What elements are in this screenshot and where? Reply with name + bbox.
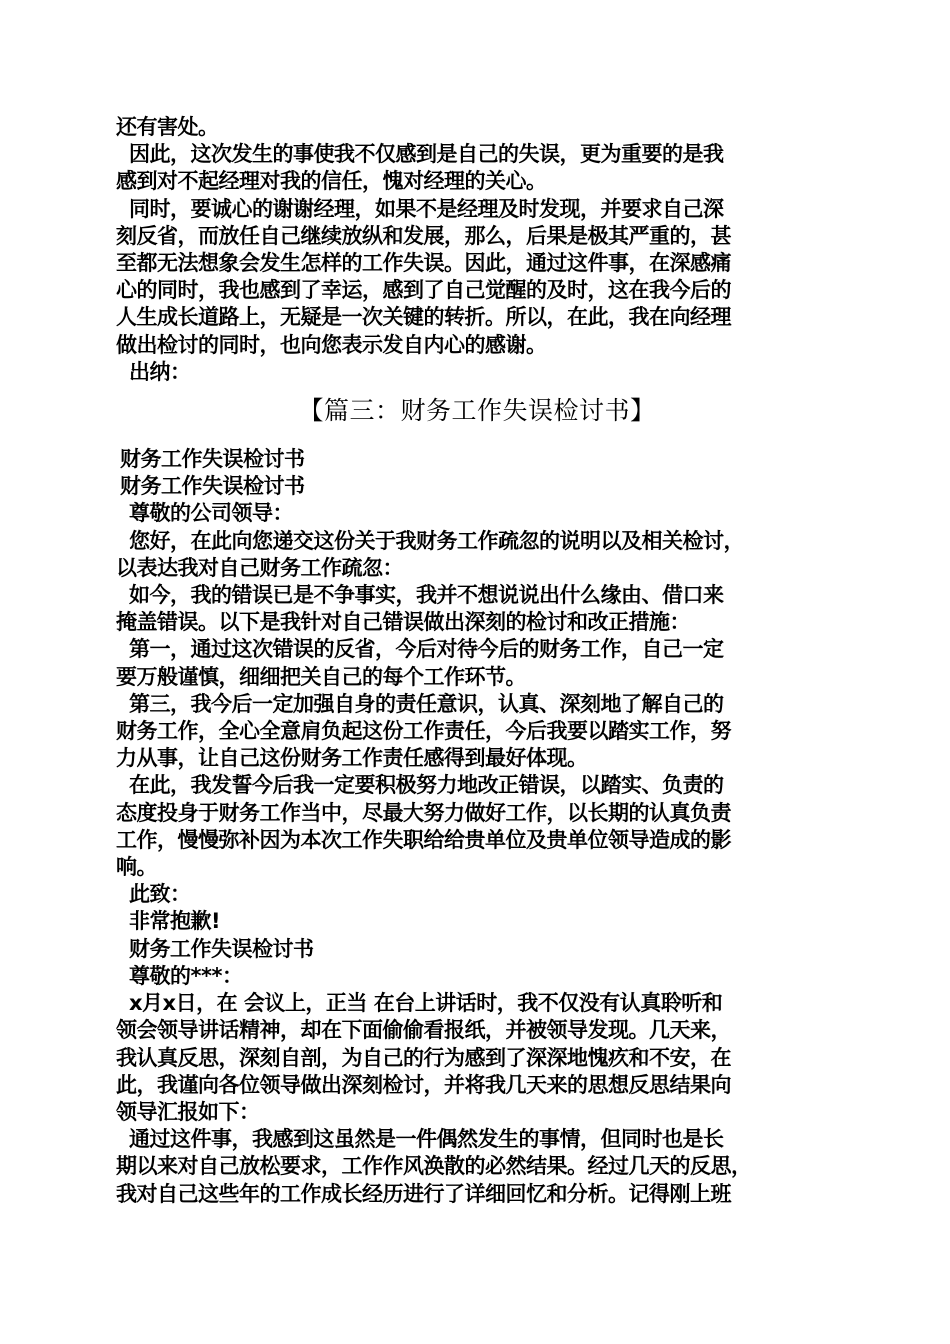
doc-title: 财务工作失误检讨书 [120,474,305,499]
text-line: 我对自己这些年的工作成长经历进行了详细回忆和分析。记得刚上班 [116,1181,731,1206]
doc-title: 财务工作失误检讨书 [129,936,314,961]
text-line: 因此，这次发生的事使我不仅感到是自己的失误，更为重要的是我 [129,142,724,167]
text-line: 以表达我对自己财务工作疏忽： [116,555,403,580]
text-line: 通过这件事，我感到这虽然是一件偶然发生的事情，但同时也是长 [129,1127,724,1152]
text-line: x月x日，在 会议上，正当 在台上讲话时，我不仅没有认真聆听和 [129,991,723,1016]
section-two [116,446,838,1208]
document-page [116,114,838,1208]
salutation: 尊敬的公司领导： [129,501,293,526]
closing-line: 此致： [129,882,191,907]
text-line: 此，我谨向各位领导做出深刻检讨，并将我几天来的思想反思结果向 [116,1072,731,1097]
text-line: 做出检讨的同时，也向您表示发自内心的感谢。 [116,332,547,357]
text-line: 同时，要诚心的谢谢经理，如果不是经理及时发现，并要求自己深 [129,196,724,221]
doc-title: 财务工作失误检讨书 [120,447,305,472]
text-line: 在此，我发誓今后我一定要积极努力地改正错误，以踏实、负责的 [129,773,724,798]
text-line: 要万般谨慎，细细把关自己的每个工作环节。 [116,664,526,689]
text-line: 如今，我的错误已是不争事实，我并不想说说出什么缘由、借口来 [129,583,724,608]
text-line: 我认真反思，深刻自剖，为自己的行为感到了深深地愧疚和不安，在 [116,1045,731,1070]
section-one [116,114,838,386]
text-line: 人生成长道路上，无疑是一次关键的转折。所以，在此，我在向经理 [116,305,731,330]
text-line: 还有害处。 [116,115,219,139]
closing-line: 非常抱歉! [129,909,221,934]
text-line: 领导汇报如下： [116,1099,260,1124]
text-line: 第三，我今后一定加强自身的责任意识，认真、深刻地了解自己的 [129,691,724,716]
text-line: 掩盖错误。以下是我针对自己错误做出深刻的检讨和改正措施： [116,610,690,635]
text-line: 至都无法想象会发生怎样的工作失误。因此，通过这件事，在深感痛 [116,251,731,276]
text-line: 财务工作，全心全意肩负起这份工作责任，今后我要以踏实工作，努 [116,719,731,744]
text-line: 领会领导讲话精神，却在下面偷偷看报纸，并被领导发现。几天来， [116,1018,731,1043]
signature-line: 出纳： [129,359,191,384]
text-line: 第一，通过这次错误的反省，今后对待今后的财务工作，自己一定 [129,637,724,662]
text-line: 响。 [116,855,157,880]
text-line: 期以来对自己放松要求，工作作风涣散的必然结果。经过几天的反思， [116,1154,752,1179]
text-line: 工作，慢慢弥补因为本次工作失职给给贵单位及贵单位领导造成的影 [116,827,731,852]
text-line: 心的同时，我也感到了幸运，感到了自己觉醒的及时，这在我今后的 [116,278,731,303]
text-line: 感到对不起经理对我的信任，愧对经理的关心。 [116,169,547,194]
salutation: 尊敬的***： [129,963,243,988]
text-line: 力从事，让自己这份财务工作责任感得到最好体现。 [116,746,588,771]
section-heading: 【篇三：财务工作失误检讨书】 [298,396,656,426]
text-line: 您好，在此向您递交这份关于我财务工作疏忽的说明以及相关检讨， [129,528,744,553]
text-line: 态度投身于财务工作当中，尽最大努力做好工作，以长期的认真负责 [116,800,731,825]
text-line: 刻反省，而放任自己继续放纵和发展，那么，后果是极其严重的，甚 [116,223,731,248]
